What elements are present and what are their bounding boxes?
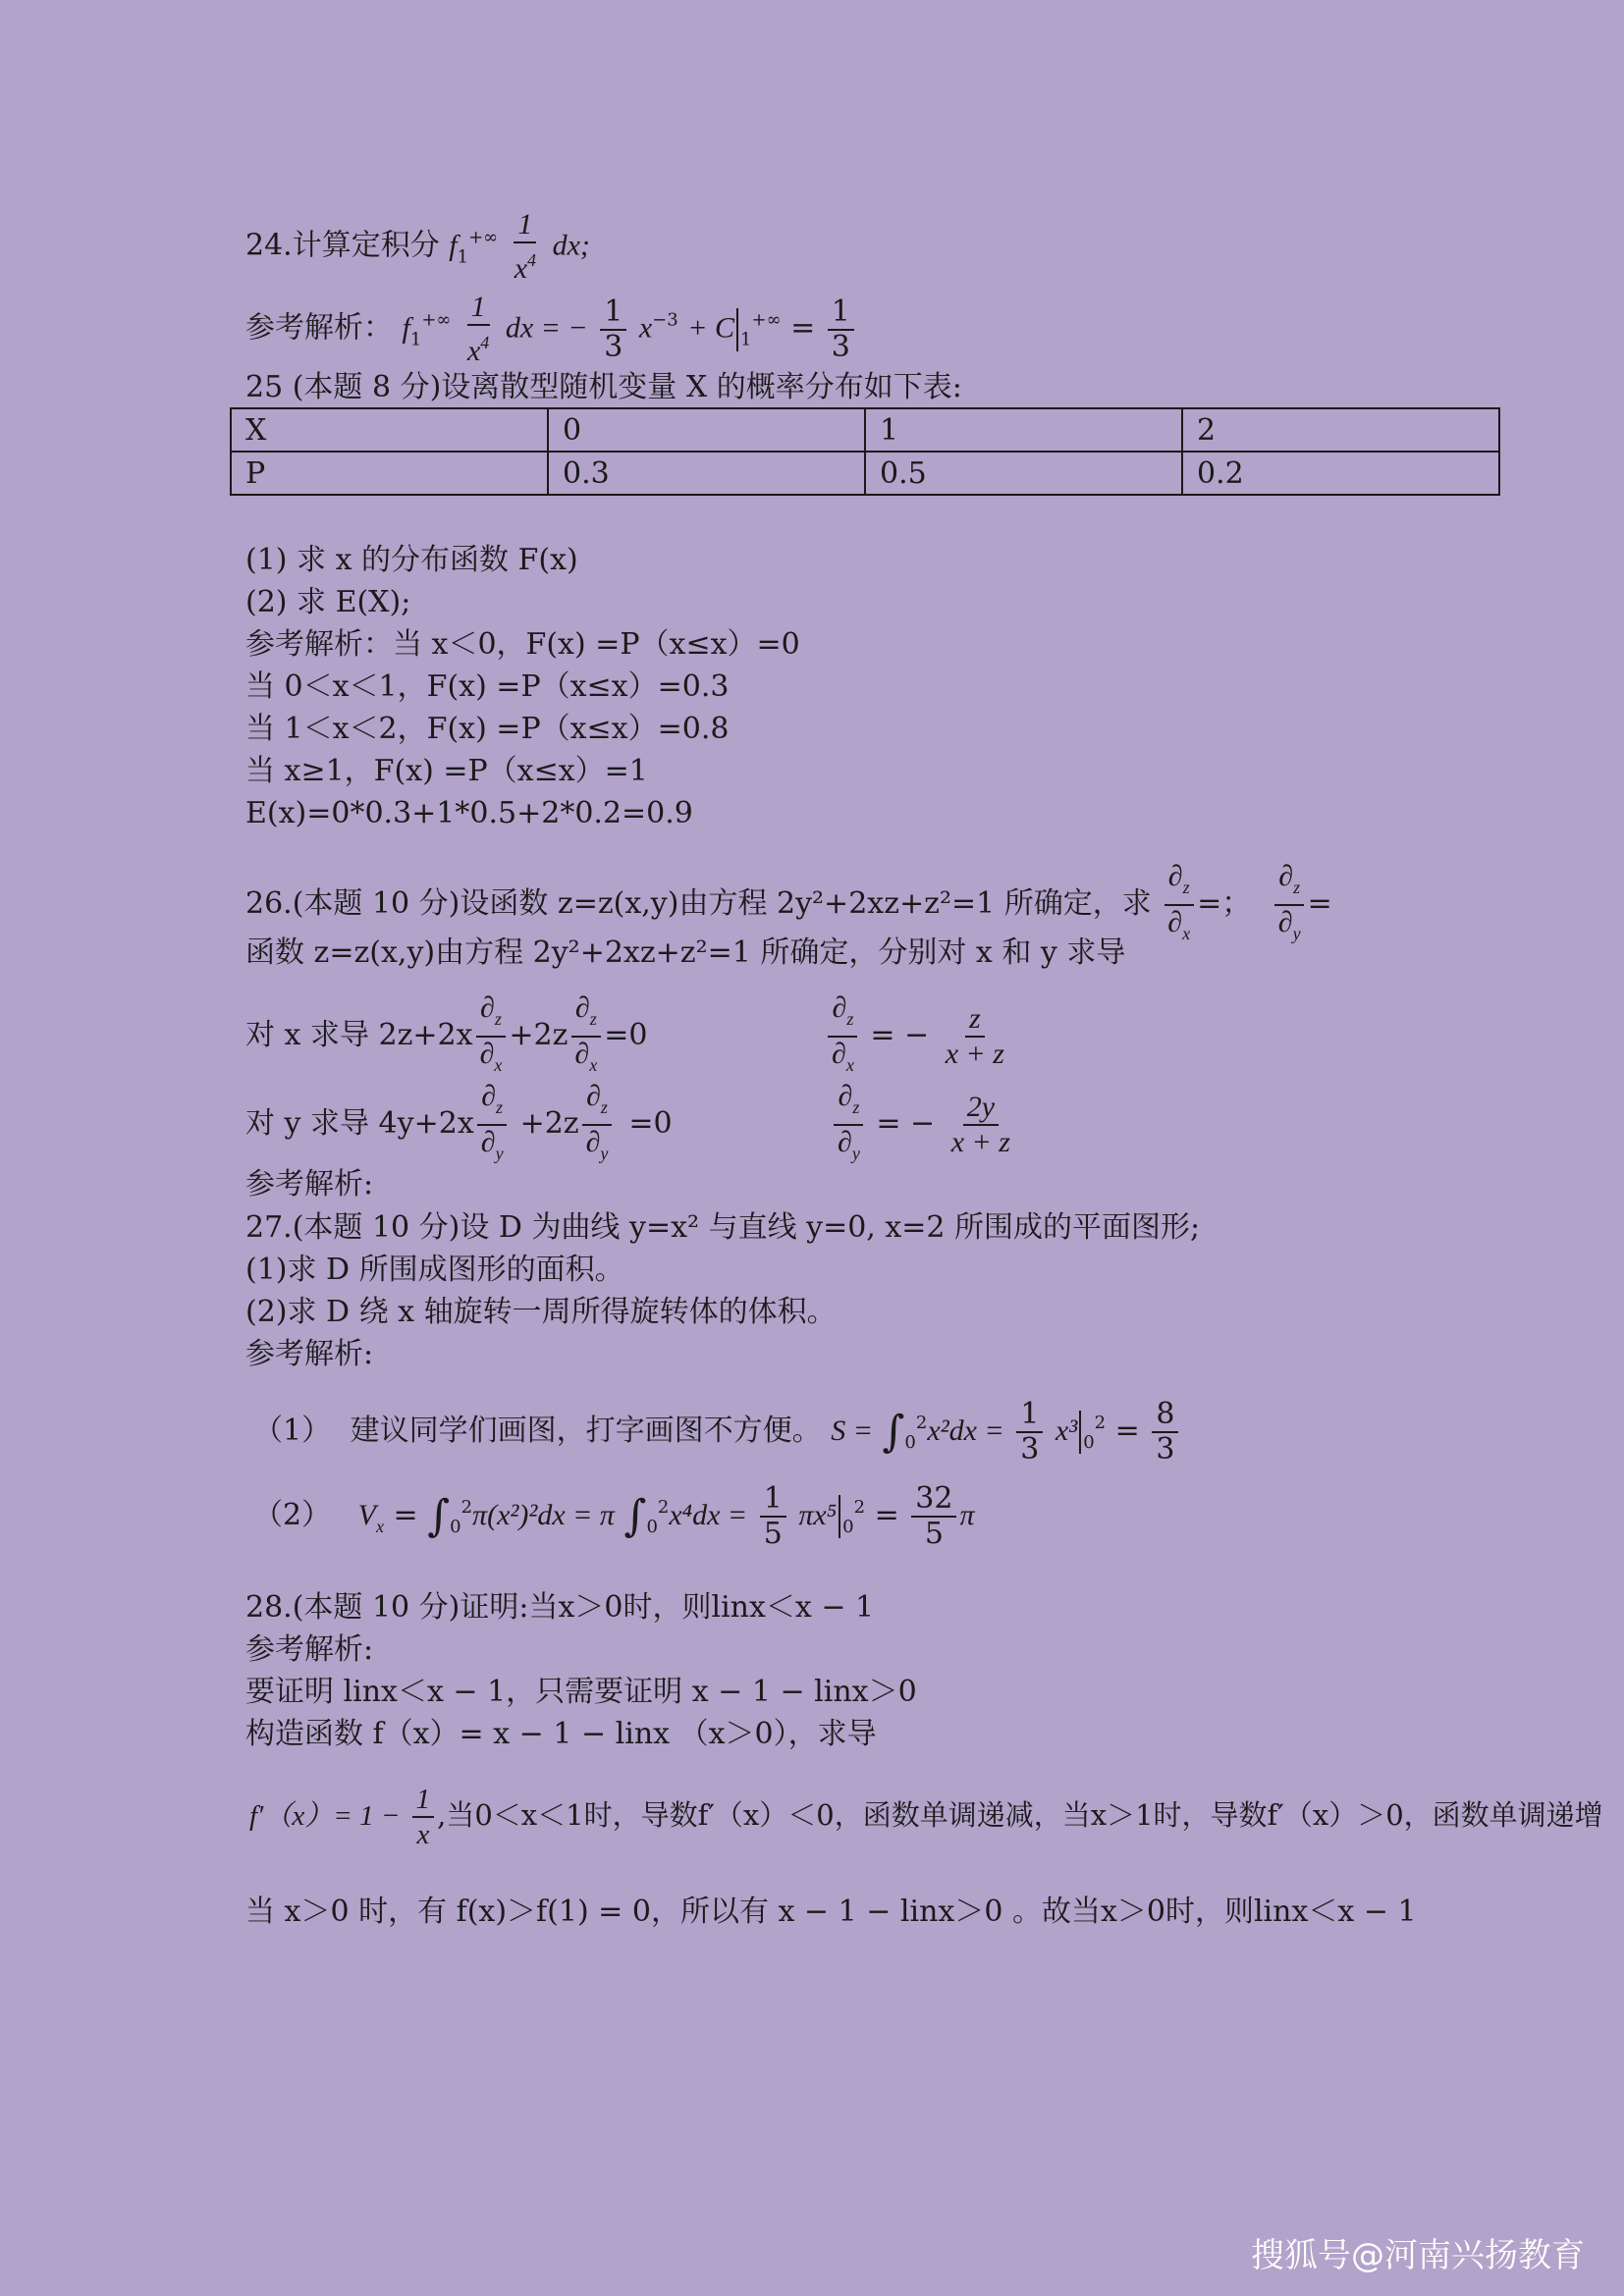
q26-dy-result: $\frac{\partial_z}{\partial_y}$ = − $\frac{2y}{x + z}$ — [831, 1080, 1017, 1170]
q28-line: 构造函数 f（x）= x − 1 − linx （x＞0），求导 — [245, 1717, 877, 1751]
q24-answer: 参考解析： $f_1^{+\infty}$ $\frac{1}{x^4}$ dx = − $\frac{1}{3}$ $x^{-3} + C$ $_1$+∞ = $\frac{1}{3}$ — [245, 291, 857, 368]
q27-part1: （1） 建议同学们画图，打字画图不方便。 $S = \int_0^2x^2dx$ = $\frac{1}{3}$ x³ $_0^2$ = $\frac{8}{3}$ — [253, 1398, 1181, 1467]
q26-title: 26.(本题 10 分)设函数 z=z(x,y)由方程 2y²+2xz+z²=1 所确定，求 $\frac{\partial_z}{\partial_x}$ =； $\frac{\partial_z}{\partial_y}$ = — [245, 860, 1332, 943]
q27-line: (2)求 D 绕 x 轴旋转一周所得旋转体的体积。 — [245, 1295, 837, 1329]
q25-line: E(x)=0*0.3+1*0.5+2*0.2=0.9 — [245, 796, 693, 830]
q28-line: 28.(本题 10 分)证明:当x＞0时，则linx＜x − 1 — [245, 1590, 875, 1625]
q26-dy: 对 y 求导 4y+2x $\frac{\partial_z}{\partial_y}$ +2z $\frac{\partial_z}{\partial_y}$ =0 — [245, 1080, 673, 1163]
q25-line: 当 0＜x＜1，F(x) =P（x≤x）=0.3 — [245, 669, 730, 704]
q26-dx-result: $\frac{\partial_z}{\partial_x}$ = − $\frac{z}{x + z}$ — [825, 991, 1011, 1082]
q25-line: 当 x≥1，F(x) =P（x≤x）=1 — [245, 754, 648, 788]
q25-line: (2) 求 E(X); — [245, 585, 411, 619]
distribution-table — [230, 407, 1500, 496]
q25-title: 25 (本题 8 分)设离散型随机变量 X 的概率分布如下表: — [245, 370, 962, 404]
q26-line: 函数 z=z(x,y)由方程 2y²+2xz+z²=1 所确定，分别对 x 和 y 求导 — [245, 935, 1126, 970]
q27-line: 27.(本题 10 分)设 D 为曲线 y=x² 与直线 y=0, x=2 所围成的平面图形; — [245, 1210, 1201, 1245]
q26-answer-label: 参考解析: — [245, 1167, 374, 1201]
q28-line: 要证明 linx＜x − 1，只需要证明 x − 1 − linx＞0 — [245, 1675, 917, 1709]
q24-question: 24.计算定积分 $f_1^{+\infty}$ $\frac{1}{x^4}$ dx; — [245, 208, 590, 285]
table-row: P 0.3 0.5 0.2 — [231, 452, 1499, 495]
q28-conclusion: 当 x＞0 时，有 f(x)＞f(1) = 0，所以有 x − 1 − linx＞0 。故当x＞0时，则linx＜x − 1 — [245, 1895, 1417, 1929]
q27-part2: （2） $V_x = \int_0^2\pi(x^2)^2dx = \pi$ $\int_0^2x^4dx$ = $\frac{1}{5}$ πx⁵ $_0^2$ = $\frac{32}{5}$ π — [253, 1481, 975, 1551]
watermark: 搜狐号@河南兴扬教育 — [1251, 2236, 1585, 2275]
q25-line: (1) 求 x 的分布函数 F(x) — [245, 543, 578, 577]
table-row: X 0 1 2 — [231, 408, 1499, 452]
q24-fraction: $\frac{1}{x^4}$ — [514, 208, 537, 285]
q25-line: 当 1＜x＜2，F(x) =P（x≤x）=0.8 — [245, 712, 730, 746]
q25-line: 参考解析：当 x＜0，F(x) =P（x≤x）=0 — [245, 627, 800, 662]
q26-dx: 对 x 求导 2z+2x $\frac{\partial_z}{\partial_x}$ +2z $\frac{\partial_z}{\partial_x}$ =0 — [245, 991, 648, 1075]
q28-derivative: f′（x）= 1 − $\frac{1}{x}$ ,当0＜x＜1时，导数f′（x）＜0，函数单调递减，当x＞1时，导数f′（x）＞0，函数单调递增 — [249, 1784, 1603, 1850]
q27-line: 参考解析: — [245, 1337, 374, 1371]
q28-line: 参考解析: — [245, 1632, 374, 1667]
q27-line: (1)求 D 所围成图形的面积。 — [245, 1253, 624, 1287]
